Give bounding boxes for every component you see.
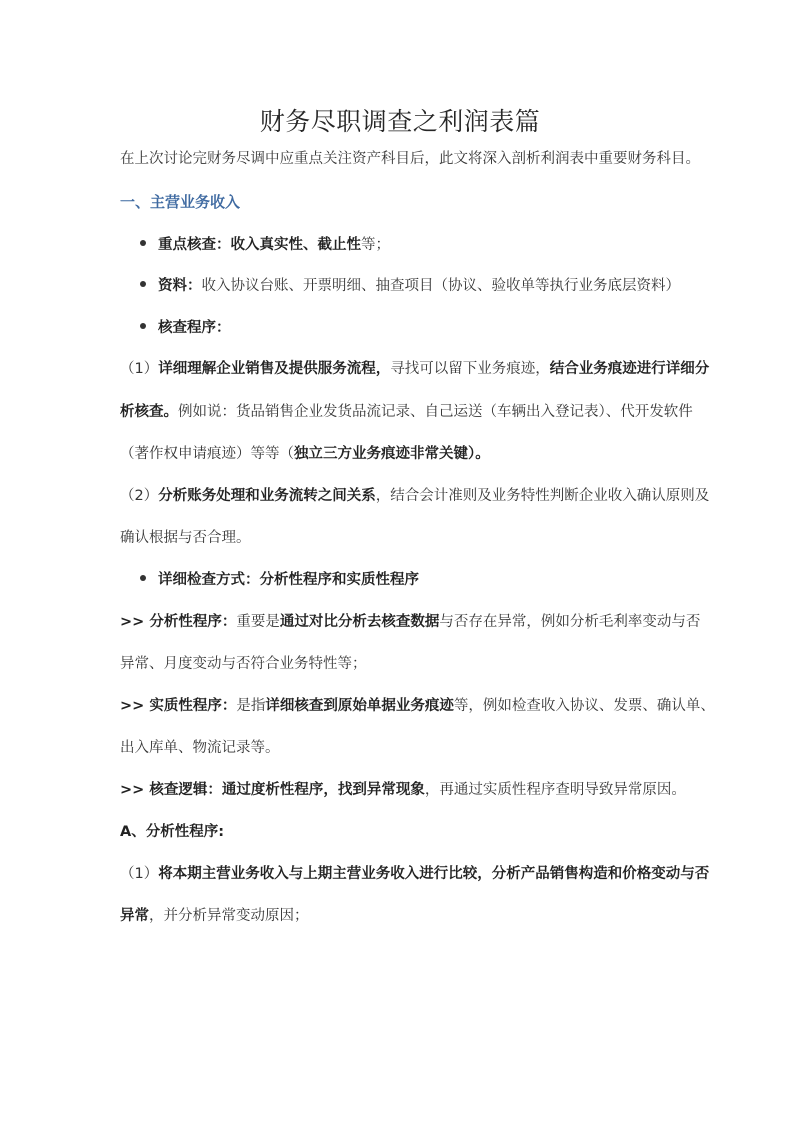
paragraph-6-line-2-text: ，并分析异常变动原因； [149,908,309,924]
bullet-dot-icon [140,323,146,329]
paragraph-6-line-1 [120,863,720,885]
paragraph-1-bold-1: 详细理解企业销售及提供服务流程， [158,361,391,377]
paragraph-2-text: ，结合会计准则及业务特性判断企业收入确认原则及 [375,488,710,504]
bullet-key-check [140,234,740,256]
paragraph-5-text: ，再通过实质性程序查明导致异常原因。 [424,782,686,798]
paragraph-4-text: 等，例如检查收入协议、发票、确认单、 [453,698,715,714]
paragraph-5 [120,779,720,801]
paragraph-1-line-3-end: ）。 [468,446,490,462]
paragraph-4-bold-2: 详细核查到原始单据业务痕迹 [265,698,454,714]
paragraph-1-line-2-text: 例如说：货品销售企业发货品流记录、自己运送（车辆出入登记表）、代开发软件 [178,404,693,420]
paragraph-6-prefix: （1） [120,866,159,882]
paragraph-6-line-2-bold: 异常 [120,908,149,924]
paragraph-2-prefix: （2） [120,488,159,504]
page-title: 财务尽职调查之利润表篇 [259,107,541,136]
paragraph-1-line-3-text: （著作权申请痕迹）等等（ [120,446,294,462]
paragraph-1-prefix: （1） [120,361,159,377]
paragraph-4-mid: 是指 [236,698,266,714]
bullet-detailed-method-bold: 详细检查方式：分析性程序和实质性程序 [158,572,419,588]
paragraph-6-line-2 [120,905,720,927]
paragraph-5-bold: >> 核查逻辑：通过度析性程序，找到异常现象 [120,782,425,798]
paragraph-2-line-2: 确认根据与否合理。 [120,530,251,546]
bullet-dot-icon [140,575,146,581]
paragraph-1-line-2-bold: 析核查。 [120,404,178,420]
bullet-check-procedure-bold: 核查程序： [158,320,231,336]
paragraph-6-bold: 将本期主营业务收入与上期主营业务收入进行比较，分析产品销售构造和价格变动与否 [158,866,710,882]
paragraph-1-bold-2: 结合业务痕迹进行详细分 [549,361,710,377]
bullet-check-procedure [140,317,740,339]
paragraph-4-bold-1: >> 实质性程序： [120,698,237,714]
bullet-detailed-method [140,569,740,591]
paragraph-4-line-2: 出入库单、物流记录等。 [120,740,280,756]
section-heading-main-revenue: 一、主营业务收入 [120,193,241,211]
bullet-materials-bold: 资料： [158,278,202,294]
subsection-heading-a [120,821,720,843]
paragraph-1-line-1 [120,358,720,380]
bullet-key-check-text: 等； [361,237,390,253]
paragraph-3-line-1 [120,611,720,633]
paragraph-4-line-1 [120,695,720,717]
paragraph-3-bold-1: >> 分析性程序： [120,614,237,630]
paragraph-3-bold-2: 通过对比分析去核查数据 [279,614,440,630]
paragraph-1-mid: 寻找可以留下业务痕迹， [390,361,550,377]
bullet-materials-text: 收入协议台账、开票明细、抽查项目（协议、验收单等执行业务底层资料） [201,278,680,294]
bullet-key-check-bold: 重点核查：收入真实性、截止性 [158,237,361,253]
bullet-dot-icon [140,240,146,246]
paragraph-2-bold: 分析账务处理和业务流转之间关系 [158,488,376,504]
paragraph-2-line-1 [120,485,720,507]
intro-paragraph: 在上次讨论完财务尽调中应重点关注资产科目后，此文将深入剖析利润表中重要财务科目。 [120,151,700,167]
bullet-dot-icon [140,281,146,287]
paragraph-3-line-2: 异常、月度变动与否符合业务特性等； [120,656,367,672]
paragraph-3-mid: 重要是 [236,614,280,630]
bullet-materials [140,275,740,297]
paragraph-1-line-3-bold: 独立三方业务痕迹非常关键 [294,446,468,462]
paragraph-3-text: 与否存在异常，例如分析毛利率变动与否 [439,614,701,630]
paragraph-1-line-3 [120,443,720,465]
paragraph-1-line-2 [120,401,720,423]
subsection-heading-a-bold: A、分析性程序: [120,824,225,840]
